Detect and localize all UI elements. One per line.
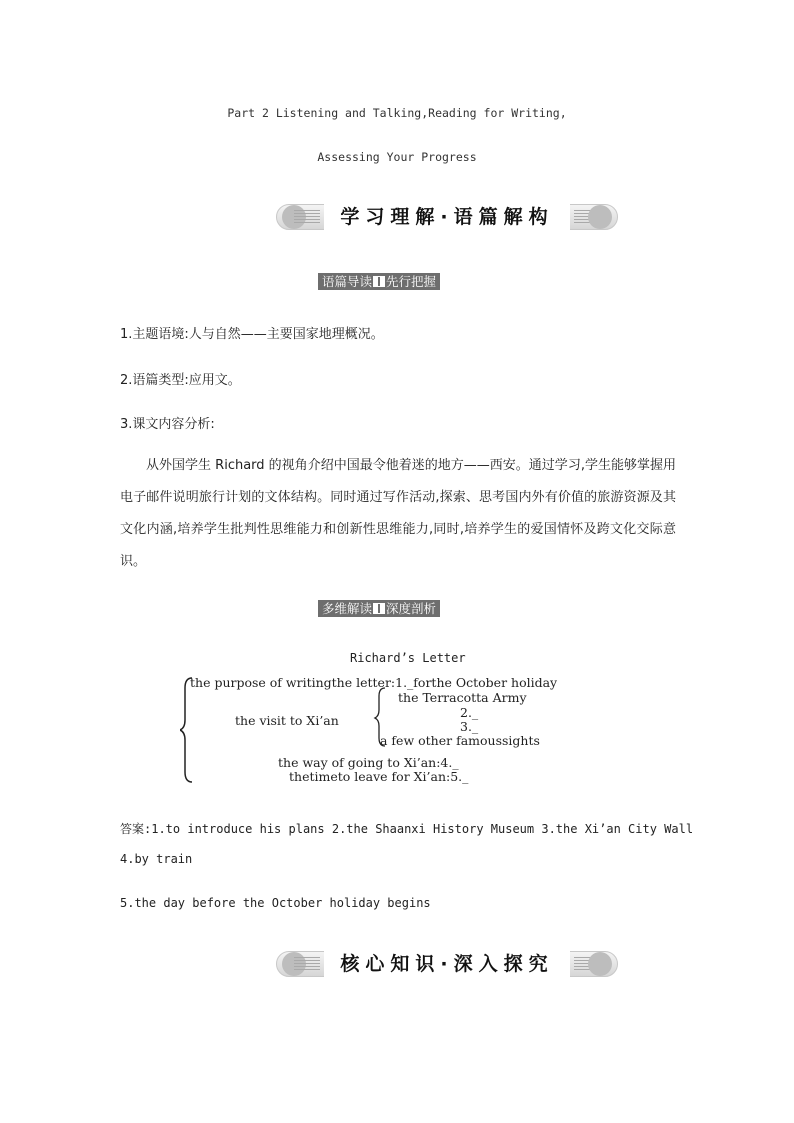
title-line-1: Part 2 Listening and Talking,Reading for Writing, — [227, 106, 567, 120]
diagram-sub-4: a few other famoussights — [380, 733, 540, 748]
answer-line-1: 答案:1.to introduce his plans 2.the Shaanxi History Museum 3.the Xi’an City Wall — [120, 822, 694, 836]
item-3: 3.课文内容分析: — [120, 417, 215, 432]
answer-line-3: 5.the day before the October holiday begins — [120, 896, 431, 910]
book-icon — [373, 603, 385, 614]
banner-1-label: 学习理解·语篇解构 — [324, 204, 570, 230]
answer-line-2: 4.by train — [120, 852, 193, 866]
banner-2-label: 核心知识·深入探究 — [324, 951, 570, 977]
tag-1-right: 先行把握 — [386, 274, 437, 289]
section-banner-1 — [276, 204, 618, 230]
tag-1-left: 语篇导读 — [322, 274, 373, 289]
diagram-sub-2: 2._ — [460, 705, 479, 720]
diagram-purpose: the purpose of writingthe letter:1._forthe October holiday — [190, 675, 558, 690]
tag-2-right: 深度剖析 — [386, 601, 437, 616]
diagram-way: the way of going to Xi’an:4._ — [278, 755, 459, 770]
diagram-time: thetimeto leave for Xi’an:5._ — [289, 769, 469, 784]
diagram-sub-3: 3._ — [460, 719, 479, 734]
item-1: 1.主题语境:人与自然——主要国家地理概况。 — [120, 327, 384, 342]
analysis-paragraph: 从外国学生 Richard 的视角介绍中国最令他着迷的地方——西安。通过学习,学生能够掌握用电子邮件说明旅行计划的文体结构。同时通过写作活动,探索、思考国内外有价值的旅游资源及其文化内涵,培养学生批判性思维能力和创新性思维能力,同时,培养学生的爱国情怀及跨文化交际意识。 — [120, 458, 676, 569]
diagram-visit: the visit to Xi’an — [235, 713, 339, 728]
item-2: 2.语篇类型:应用文。 — [120, 373, 241, 388]
title-line-2: Assessing Your Progress — [317, 150, 477, 164]
section-banner-2 — [276, 951, 618, 977]
section-tag-1 — [318, 273, 440, 290]
tag-2-left: 多维解读 — [322, 601, 373, 616]
diagram-sub-1: the Terracotta Army — [398, 690, 527, 705]
book-icon — [373, 276, 385, 287]
section-tag-2 — [318, 600, 440, 617]
diagram-title: Richard’s Letter — [350, 651, 466, 665]
